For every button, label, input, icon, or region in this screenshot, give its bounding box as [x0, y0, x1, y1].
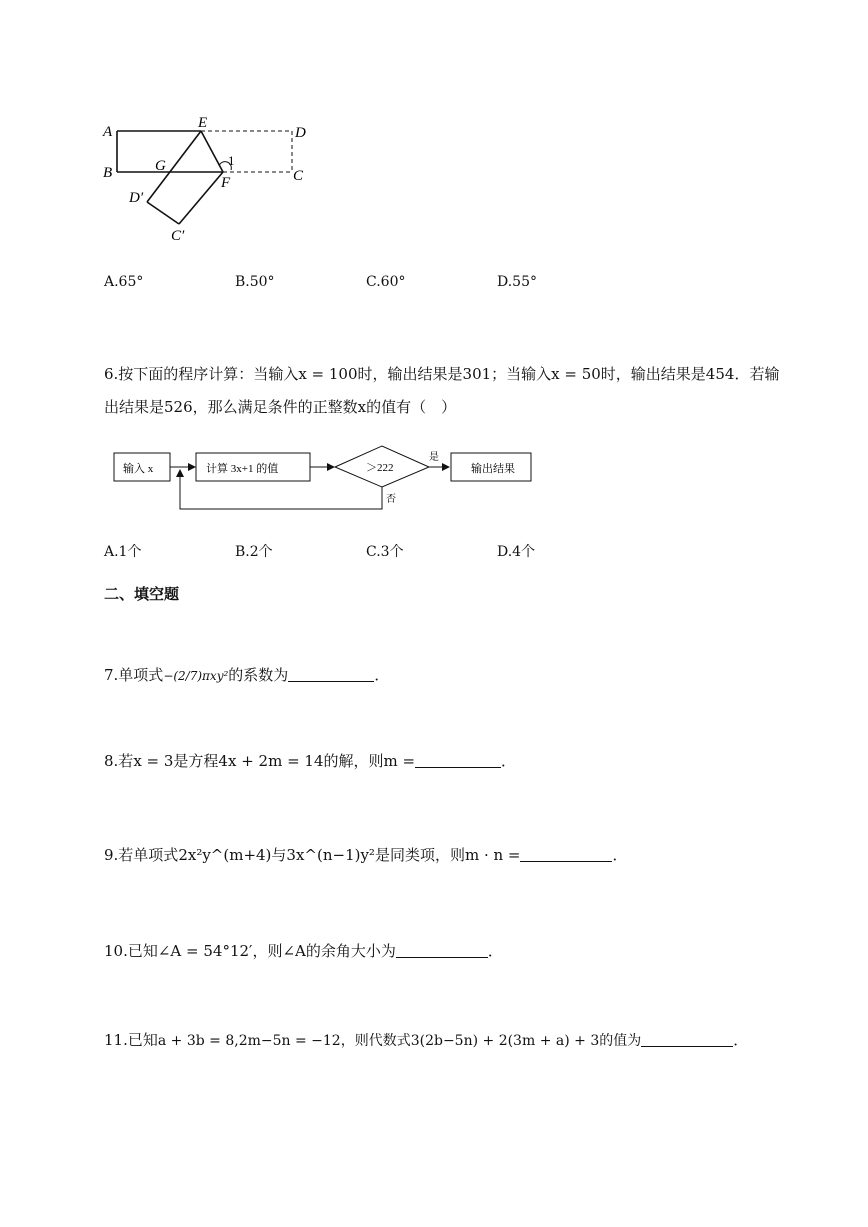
- q5-option-d: D.55°: [497, 274, 537, 290]
- q10-answer-blank[interactable]: [396, 943, 488, 958]
- q7-end: ．: [374, 666, 390, 684]
- question-11: [104, 1029, 748, 1050]
- q6-option-b: B.2个: [235, 544, 273, 560]
- q11-end: ．: [733, 1031, 749, 1049]
- q10-prefix: 10.已知: [104, 942, 158, 960]
- q9-expression: 2x²y^(m+4)与3x^(n−1)y²是同类项，则m · n =: [178, 846, 521, 864]
- q8-expression: x = 3是方程4x + 2m = 14的解，则m =: [133, 752, 416, 770]
- question-10: [104, 940, 503, 961]
- question-8: [104, 750, 516, 771]
- q10-end: ．: [487, 942, 503, 960]
- q11-prefix: 11.已知: [104, 1031, 158, 1049]
- q11-expression: a + 3b = 8,2m−5n = −12，则代数式3(2b−5n) + 2(3m + a) + 3的值为: [157, 1033, 642, 1049]
- geometry-figure: [95, 110, 335, 250]
- flow-no-label: 否: [386, 494, 396, 505]
- q8-prefix: 8.若: [104, 752, 134, 770]
- q6-line1-a: 6.按下面的程序计算：当输入: [104, 365, 299, 383]
- q6-line1-b: x = 100时，输出结果是301；当输入: [298, 365, 552, 383]
- flow-input-label: 输入 x: [123, 463, 154, 475]
- flow-condition-label: ＞222: [366, 462, 394, 474]
- q10-expression: ∠A = 54°12′，则∠A的余角大小为: [157, 942, 396, 960]
- label-1: 1: [228, 153, 235, 168]
- q6-line2: 出结果是526，那么满足条件的正整数x的值有（ ）: [104, 398, 457, 416]
- question-7: [104, 664, 389, 685]
- q6-option-c: C.3个: [366, 544, 404, 560]
- label-F: F: [221, 175, 231, 191]
- q9-prefix: 9.若单项式: [104, 846, 179, 864]
- q8-answer-blank[interactable]: [415, 753, 501, 768]
- q6-option-d: D.4个: [497, 544, 536, 560]
- q5-option-a: A.65°: [104, 274, 144, 290]
- flow-compute-label: 计算 3x+1 的值: [206, 463, 279, 475]
- edge-EF: [201, 131, 223, 172]
- section-heading-fill-in: 二、填空题: [104, 585, 180, 603]
- q6-line1-c: x = 50时，输出结果是454．若输: [551, 365, 780, 383]
- edge-CpF: [179, 172, 223, 224]
- label-G: G: [155, 158, 166, 174]
- flow-output-label: 输出结果: [471, 463, 515, 475]
- q8-end: ．: [501, 752, 517, 770]
- q7-prefix: 7.单项式: [104, 666, 164, 684]
- label-A: A: [103, 124, 113, 140]
- q5-option-c: C.60°: [366, 274, 406, 290]
- flow-yes-label: 是: [429, 452, 439, 463]
- edge-DpCp: [147, 202, 179, 224]
- flow-loop-back: [180, 470, 382, 509]
- question-9: [104, 844, 628, 865]
- q11-answer-blank[interactable]: [641, 1032, 733, 1047]
- q7-expression: −(2/7)πxy²: [163, 669, 229, 683]
- q7-suffix: 的系数为: [228, 666, 289, 684]
- label-Cprime: C′: [171, 228, 185, 244]
- q6-line1: [104, 363, 779, 384]
- label-B: B: [103, 165, 113, 181]
- q7-answer-blank[interactable]: [288, 667, 374, 682]
- q9-end: ．: [612, 846, 628, 864]
- flowchart: [110, 440, 540, 520]
- label-C: C: [293, 168, 304, 184]
- q5-option-b: B.50°: [235, 274, 275, 290]
- label-Dprime: D′: [129, 190, 144, 206]
- q6-option-a: A.1个: [104, 544, 142, 560]
- q9-answer-blank[interactable]: [520, 847, 612, 862]
- label-E: E: [198, 115, 208, 131]
- label-D: D: [295, 125, 306, 141]
